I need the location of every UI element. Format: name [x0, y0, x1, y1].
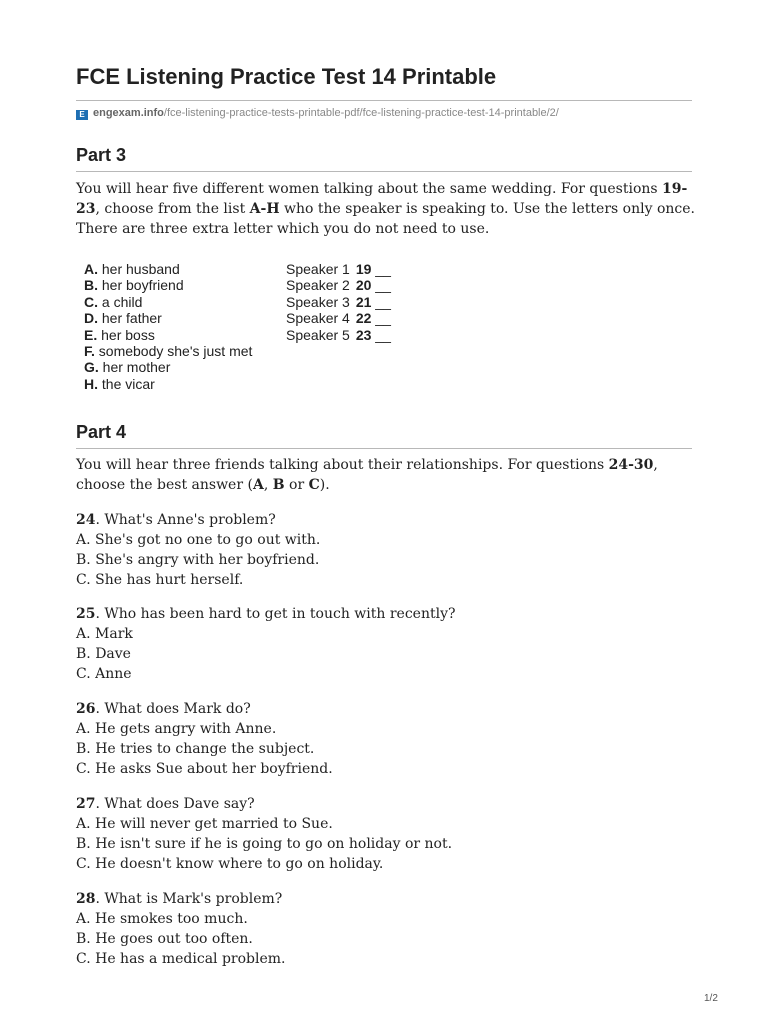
answer-option[interactable]: B. She's angry with her boyfriend.	[76, 552, 320, 568]
option-e	[84, 327, 252, 343]
option-b	[84, 277, 252, 293]
answer-option[interactable]: A. He will never get married to Sue.	[76, 816, 333, 832]
question-26	[76, 699, 696, 779]
question-number: 19	[355, 261, 372, 277]
option-letter: F.	[84, 343, 95, 360]
answer-option[interactable]: C. He has a medical problem.	[76, 951, 286, 967]
option-a	[84, 261, 252, 277]
instr-text: ).	[319, 477, 330, 493]
question-27	[76, 794, 696, 874]
answer-option[interactable]: A. He gets angry with Anne.	[76, 721, 277, 737]
letter-c: C	[308, 477, 320, 493]
letter-a: A	[252, 477, 264, 493]
option-text: a child	[98, 293, 143, 310]
speaker-label: Speaker 3	[286, 293, 350, 310]
question-range: 24-30	[608, 457, 654, 473]
answer-blank[interactable]: __	[375, 293, 391, 310]
question-text: . Who has been hard to get in touch with recently?	[95, 606, 456, 622]
part3-divider	[76, 171, 692, 172]
page-title: FCE Listening Practice Test 14 Printable	[76, 64, 497, 89]
option-letter: B.	[84, 277, 98, 294]
source-domain[interactable]: engexam.info	[93, 107, 164, 119]
question-text: . What's Anne's problem?	[95, 512, 276, 528]
engexam-logo-icon: E	[76, 110, 88, 120]
option-text: somebody she's just met	[94, 343, 253, 360]
answer-blank[interactable]: __	[375, 277, 391, 294]
part4-divider	[76, 448, 692, 449]
option-d	[84, 310, 252, 326]
part4-heading: Part 4	[76, 422, 127, 442]
answer-options-list	[84, 261, 252, 392]
question-range: 19-23	[76, 181, 688, 217]
speaker-label: Speaker 2	[286, 277, 350, 294]
answer-blank[interactable]: __	[375, 310, 391, 327]
option-text: her mother	[98, 359, 171, 376]
question-stem	[76, 604, 696, 624]
part4-instructions	[76, 455, 700, 495]
question-number: 20	[355, 277, 372, 294]
speaker-label: Speaker 5	[286, 326, 350, 343]
option-text: her father	[98, 310, 162, 327]
answer-option[interactable]: A. He smokes too much.	[76, 911, 248, 927]
instr-text: , choose the best answer (	[76, 457, 658, 493]
option-g	[84, 359, 252, 375]
option-letter: E.	[84, 326, 98, 343]
option-letter: A.	[84, 261, 98, 277]
speaker-label: Speaker 4	[286, 310, 350, 327]
answer-option[interactable]: A. Mark	[76, 626, 133, 642]
part3-instructions	[76, 179, 700, 239]
option-letter: G.	[84, 359, 99, 376]
question-24	[76, 510, 696, 590]
option-letter: D.	[84, 310, 98, 327]
question-text: . What is Mark's problem?	[95, 891, 283, 907]
source-link[interactable]	[76, 107, 559, 120]
question-text: . What does Dave say?	[95, 796, 255, 812]
instr-text: ,	[263, 477, 273, 493]
answer-option[interactable]: C. She has hurt herself.	[76, 572, 244, 588]
option-text: her boss	[97, 326, 155, 343]
option-text: her husband	[98, 261, 180, 277]
question-number: 27	[76, 796, 96, 812]
speaker-row	[286, 277, 391, 293]
option-letter: H.	[84, 375, 98, 392]
answer-option[interactable]: C. He asks Sue about her boyfriend.	[76, 761, 333, 777]
question-stem	[76, 889, 696, 909]
part3-heading: Part 3	[76, 145, 127, 165]
question-number: 26	[76, 701, 96, 717]
speaker-list	[286, 261, 391, 343]
question-number: 22	[355, 310, 372, 327]
title-divider	[76, 100, 692, 101]
question-stem	[76, 699, 696, 719]
question-number: 28	[76, 891, 96, 907]
answer-option[interactable]: A. She's got no one to go out with.	[76, 532, 321, 548]
letter-b: B	[272, 477, 285, 493]
question-text: . What does Mark do?	[95, 701, 251, 717]
answer-blank[interactable]: __	[375, 261, 391, 277]
answer-option[interactable]: B. Dave	[76, 646, 131, 662]
instr-text: You will hear three friends talking about their relationships. For questions	[76, 457, 609, 473]
instr-text: or	[284, 477, 309, 493]
question-25	[76, 604, 696, 684]
answer-option[interactable]: B. He tries to change the subject.	[76, 741, 315, 757]
page-number: 1/2	[704, 993, 718, 1004]
instr-text: , choose from the list	[95, 201, 250, 217]
speaker-row	[286, 327, 391, 343]
speaker-label: Speaker 1	[286, 261, 350, 277]
answer-blank[interactable]: __	[375, 326, 391, 343]
option-text: her boyfriend	[98, 277, 184, 294]
answer-option[interactable]: C. Anne	[76, 666, 132, 682]
question-28	[76, 889, 696, 969]
question-stem	[76, 510, 696, 530]
question-number: 24	[76, 512, 96, 528]
question-number: 25	[76, 606, 96, 622]
option-text: the vicar	[98, 375, 155, 392]
speaker-row	[286, 310, 391, 326]
instr-text: You will hear five different women talking about the same wedding. For questions	[76, 181, 663, 197]
question-stem	[76, 794, 696, 814]
speaker-row	[286, 261, 391, 277]
option-h	[84, 376, 252, 392]
option-letter: C.	[84, 293, 98, 310]
option-c	[84, 294, 252, 310]
question-number: 23	[355, 326, 372, 343]
source-path[interactable]: /fce-listening-practice-tests-printable-pdf/fce-listening-practice-test-14-printable/2/	[163, 107, 559, 119]
answer-option[interactable]: B. He goes out too often.	[76, 931, 253, 947]
answer-option[interactable]: B. He isn't sure if he is going to go on holiday or not.	[76, 836, 453, 852]
letter-range: A-H	[249, 201, 280, 217]
option-f	[84, 343, 252, 359]
speaker-row	[286, 294, 391, 310]
instr-text: who the speaker is speaking to. Use the letters only once. There are three extra letter which you do not need to use.	[76, 201, 695, 237]
question-number: 21	[355, 293, 372, 310]
answer-option[interactable]: C. He doesn't know where to go on holiday.	[76, 856, 384, 872]
